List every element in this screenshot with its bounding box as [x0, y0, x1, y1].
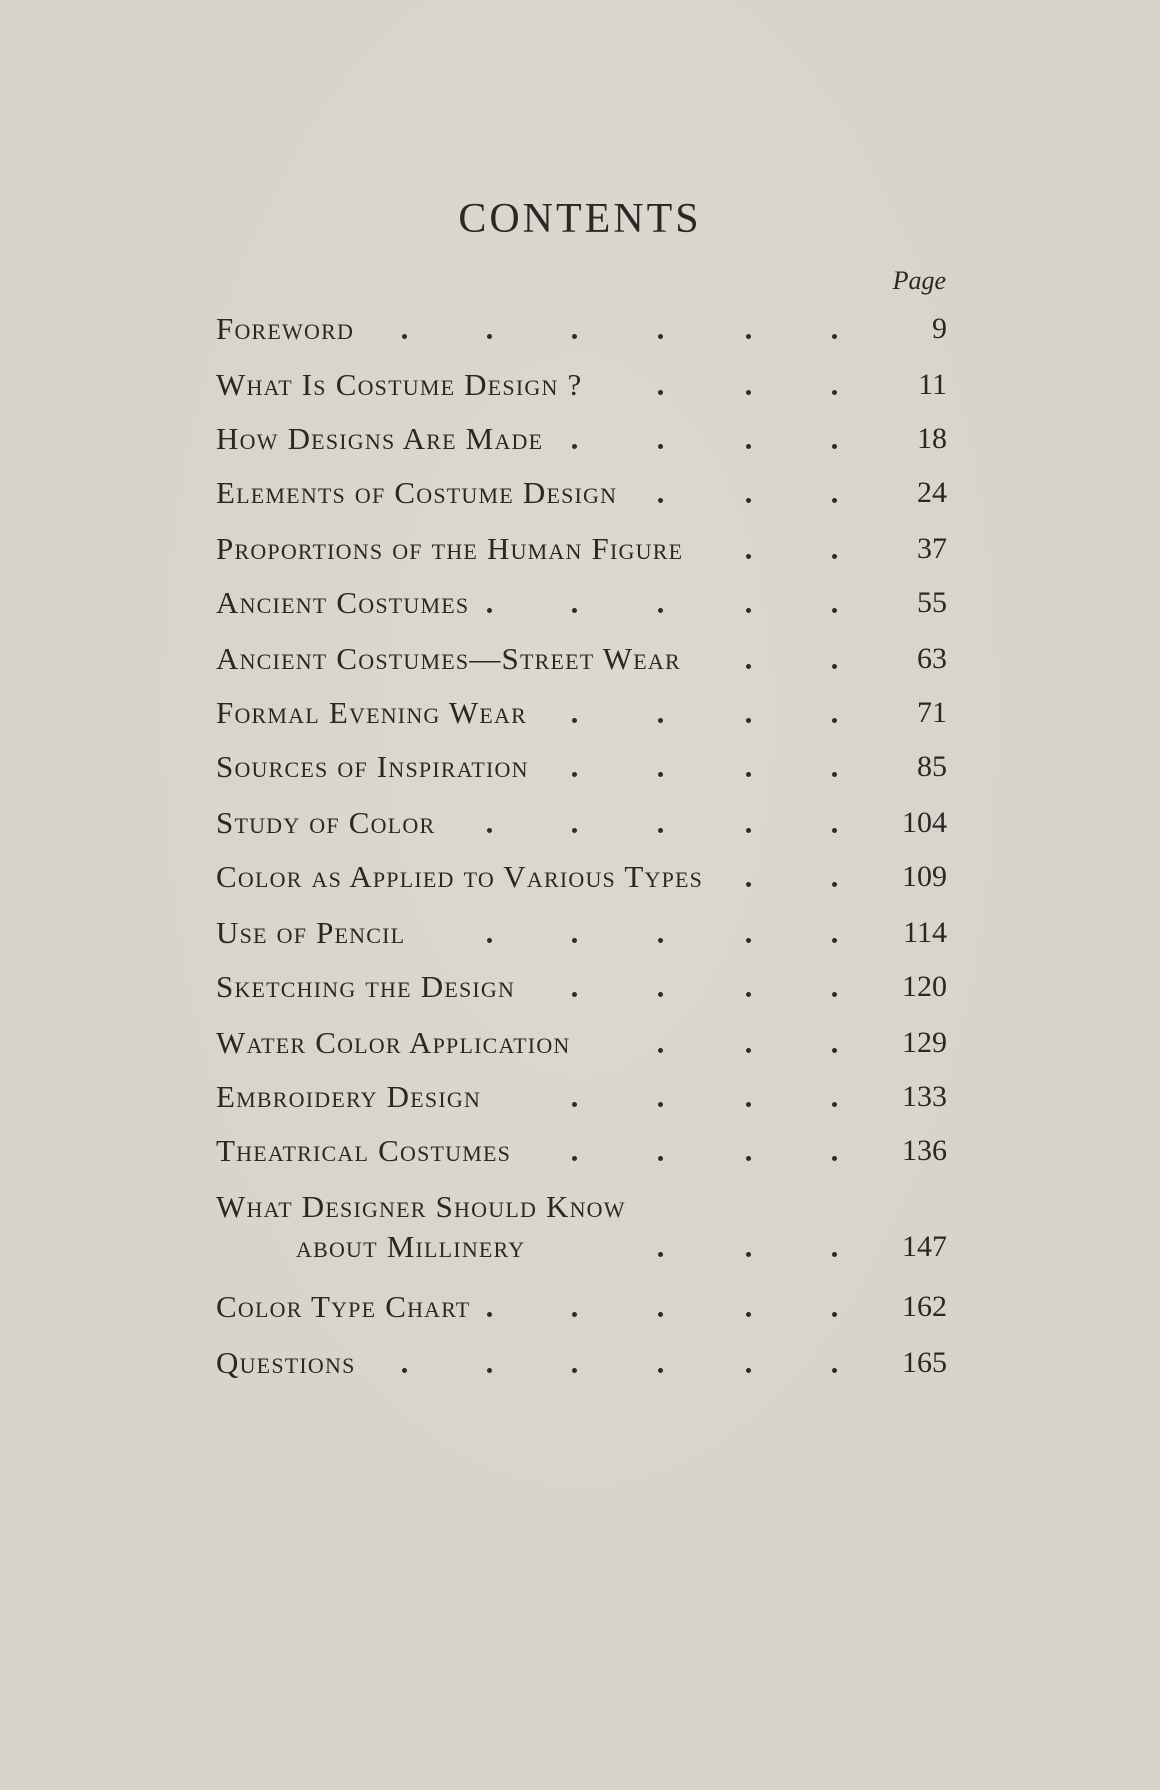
leader-dot [487, 1368, 492, 1373]
toc-entry-title-line1: What Designer Should Know [216, 1189, 626, 1224]
leader-dot [746, 718, 751, 723]
toc-entry-page: 162 [902, 1290, 947, 1323]
toc-entry-page: 104 [902, 806, 947, 839]
leader-dot [658, 498, 663, 503]
toc-entry-page: 63 [917, 642, 947, 675]
toc-entry-title: Embroidery Design [216, 1079, 482, 1114]
leader-dot [658, 608, 663, 613]
leader-dot [746, 444, 751, 449]
toc-entry-sources-of-inspiration [0, 750, 1160, 810]
leader-dot [746, 554, 751, 559]
leader-dot [832, 828, 837, 833]
leader-dot [487, 608, 492, 613]
leader-dot [572, 334, 577, 339]
toc-entry-title-line2: about Millinery [296, 1229, 526, 1264]
leader-dot [746, 1048, 751, 1053]
leader-dot [832, 882, 837, 887]
leader-dot [746, 882, 751, 887]
leader-dot [658, 390, 663, 395]
leader-dot [487, 938, 492, 943]
leader-dot [832, 1252, 837, 1257]
leader-dot [832, 1368, 837, 1373]
toc-entry-title: Formal Evening Wear [216, 695, 527, 730]
leader-dot [658, 718, 663, 723]
toc-entry-title: Foreword [216, 311, 355, 346]
leader-dot [832, 334, 837, 339]
leader-dot [572, 772, 577, 777]
leader-dot [746, 390, 751, 395]
toc-entry-title: Sources of Inspiration [216, 749, 529, 784]
leader-dot [487, 334, 492, 339]
leader-dot [832, 444, 837, 449]
leader-dot [572, 1368, 577, 1373]
toc-entry-page: 120 [902, 970, 947, 1003]
leader-dot [487, 1312, 492, 1317]
toc-entry-title: Study of Color [216, 805, 436, 840]
leader-dot [746, 1102, 751, 1107]
toc-entry-page: 147 [902, 1230, 947, 1263]
leader-dot [746, 992, 751, 997]
toc-entry-page: 114 [903, 916, 947, 949]
leader-dot [746, 1252, 751, 1257]
toc-entry-page: 85 [917, 750, 947, 783]
leader-dot [572, 992, 577, 997]
toc-entry-how-designs-are-made [0, 422, 1160, 482]
toc-entry-water-color-application [0, 1026, 1160, 1086]
toc-entry-embroidery-design [0, 1080, 1160, 1140]
leader-dot [746, 828, 751, 833]
toc-entry-color-type-chart [0, 1290, 1160, 1350]
contents-heading: CONTENTS [458, 196, 702, 242]
toc-entry-formal-evening-wear [0, 696, 1160, 756]
toc-entry-page: 133 [902, 1080, 947, 1113]
leader-dot [402, 334, 407, 339]
leader-dot [572, 938, 577, 943]
leader-dot [832, 498, 837, 503]
leader-dot [658, 1312, 663, 1317]
toc-entry-title: How Designs Are Made [216, 421, 544, 456]
leader-dot [658, 772, 663, 777]
leader-dot [746, 334, 751, 339]
toc-entry-title: Sketching the Design [216, 969, 516, 1004]
toc-entry-page: 71 [917, 696, 947, 729]
toc-entry-use-of-pencil [0, 916, 1160, 976]
leader-dot [658, 1102, 663, 1107]
leader-dot [572, 718, 577, 723]
leader-dot [832, 1048, 837, 1053]
leader-dot [572, 1156, 577, 1161]
toc-entry-page: 37 [917, 532, 947, 565]
toc-entry-page: 109 [902, 860, 947, 893]
leader-dot [746, 608, 751, 613]
leader-dot [658, 992, 663, 997]
leader-dot [487, 828, 492, 833]
leader-dot [658, 1048, 663, 1053]
toc-entry-title: Elements of Costume Design [216, 475, 618, 510]
toc-entry-title: Use of Pencil [216, 915, 406, 950]
leader-dot [832, 938, 837, 943]
leader-dot [746, 498, 751, 503]
toc-entry-page: 55 [917, 586, 947, 619]
toc-entry-page: 129 [902, 1026, 947, 1059]
leader-dot [572, 444, 577, 449]
leader-dot [658, 1368, 663, 1373]
leader-dot [746, 938, 751, 943]
leader-dot [658, 334, 663, 339]
toc-entry-page: 136 [902, 1134, 947, 1167]
toc-entry-designer-millinery [0, 1190, 1160, 1290]
toc-entry-title: Water Color Application [216, 1025, 571, 1060]
toc-entry-sketching-the-design [0, 970, 1160, 1030]
leader-dot [746, 664, 751, 669]
leader-dot [658, 828, 663, 833]
leader-dot [572, 1312, 577, 1317]
toc-entry-title [216, 1190, 626, 1264]
leader-dot [572, 608, 577, 613]
toc-entry-theatrical-costumes [0, 1134, 1160, 1194]
toc-entry-ancient-costumes-street-wear [0, 642, 1160, 702]
toc-entry-foreword [0, 312, 1160, 372]
toc-entry-title: Questions [216, 1345, 356, 1380]
toc-entry-page: 9 [932, 312, 947, 345]
leader-dot [572, 828, 577, 833]
leader-dot [658, 1156, 663, 1161]
toc-entry-title: Color as Applied to Various Types [216, 859, 704, 894]
leader-dot [658, 444, 663, 449]
leader-dot [832, 718, 837, 723]
toc-entry-study-of-color [0, 806, 1160, 866]
page-column-label: Page [892, 266, 946, 295]
toc-entry-title: Theatrical Costumes [216, 1133, 512, 1168]
leader-dot [658, 938, 663, 943]
leader-dot [832, 992, 837, 997]
leader-dot [832, 390, 837, 395]
toc-entry-title: Ancient Costumes—Street Wear [216, 641, 681, 676]
leader-dot [832, 554, 837, 559]
leader-dot [572, 1102, 577, 1107]
toc-entry-page: 24 [917, 476, 947, 509]
leader-dot [402, 1368, 407, 1373]
leader-dot [832, 664, 837, 669]
toc-entry-page: 18 [917, 422, 947, 455]
toc-entry-questions [0, 1346, 1160, 1406]
toc-entry-page: 11 [918, 368, 947, 401]
toc-entry-title: Ancient Costumes [216, 585, 470, 620]
leader-dot [746, 1156, 751, 1161]
leader-dot [746, 1368, 751, 1373]
toc-entry-color-applied-to-types [0, 860, 1160, 920]
toc-entry-elements-of-costume-design [0, 476, 1160, 536]
toc-entry-title: Color Type Chart [216, 1289, 471, 1324]
leader-dot [832, 772, 837, 777]
toc-entry-page: 165 [902, 1346, 947, 1379]
leader-dot [746, 1312, 751, 1317]
toc-entry-proportions-of-human-figure [0, 532, 1160, 592]
toc-entry-what-is-costume-design [0, 368, 1160, 428]
leader-dot [832, 1312, 837, 1317]
leader-dot [746, 772, 751, 777]
leader-dot [832, 1102, 837, 1107]
toc-entry-title: Proportions of the Human Figure [216, 531, 684, 566]
toc-entry-ancient-costumes [0, 586, 1160, 646]
leader-dot [658, 1252, 663, 1257]
leader-dot [832, 1156, 837, 1161]
leader-dot [832, 608, 837, 613]
toc-entry-title: What Is Costume Design ? [216, 367, 583, 402]
